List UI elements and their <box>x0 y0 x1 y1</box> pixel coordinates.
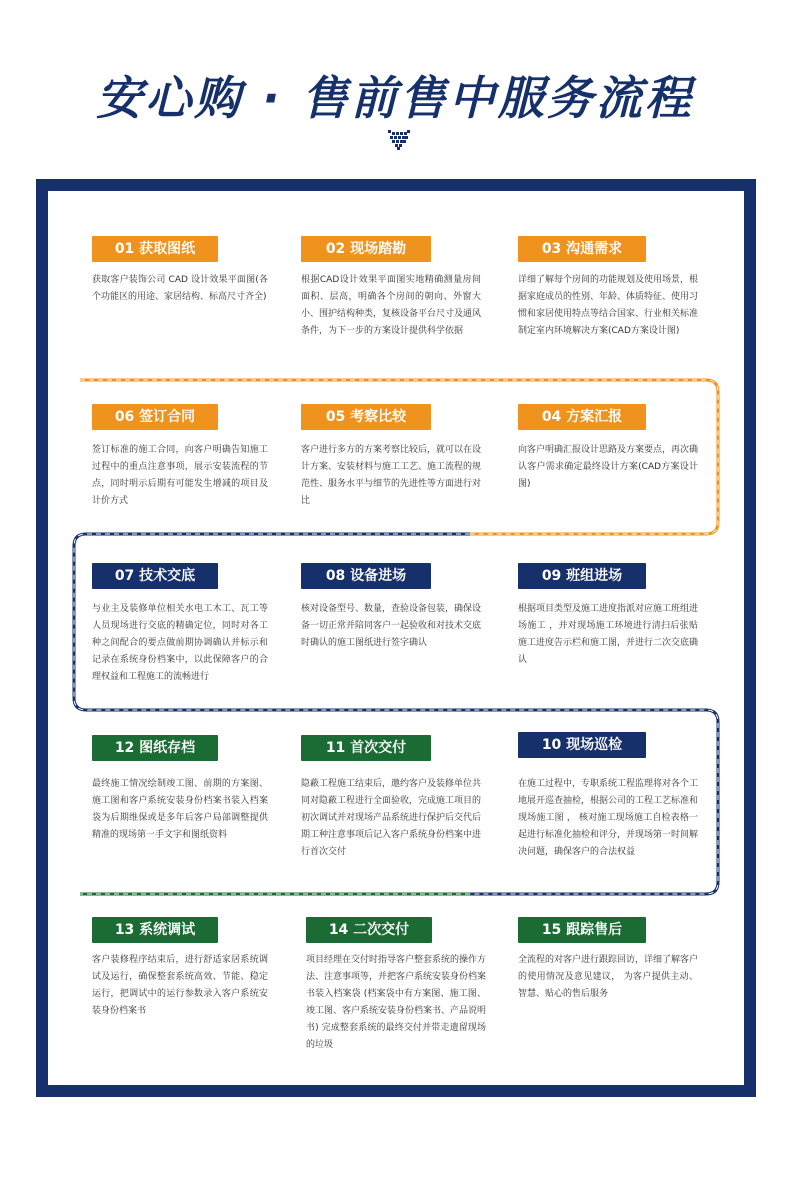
step-03-text: 详细了解每个房间的功能规划及使用场景，根据家庭成员的性别、年龄、体质特征、使用习惯和家居使用特点等结合国家、行业相关标准制定室内环境解决方案(CAD方案设计图) <box>518 275 699 336</box>
step-02-badge: 02 现场踏勘 <box>301 236 431 262</box>
page-title: 安心购 · 售前售中服务流程 <box>96 71 694 125</box>
step-14-text: 项目经理在交付时指导客户整套系统的操作方法、注意事项等，并把客户系统安装身份档案书装入档案袋 (档案袋中有方案图、施工图、竣工图、客户系统安装身份档案书、产品说明书) 完成整套系统的最终交付并带走遗留现场的垃圾 <box>306 955 487 1050</box>
step-13-text: 客户装修程序结束后，进行舒适家居系统调试及运行，确保整套系统高效、节能、稳定运行，把调试中的运行参数录入客户系统安装身份档案书 <box>92 955 268 1016</box>
step-09-text: 根据项目类型及施工进度指派对应施工班组进场施工 ，并对现场施工环境进行清扫后张贴施工进度告示栏和施工图，并进行二次交底确认 <box>518 604 699 665</box>
step-04-text: 向客户明确汇报设计思路及方案要点，再次确认客户需求确定最终设计方案(CAD方案设计图) <box>518 445 699 489</box>
step-05-text: 客户进行多方的方案考察比较后，就可以在设计方案、安装材料与施工工艺、施工流程的规范性、服务水平与细节的先进性等方面进行对比 <box>301 445 482 506</box>
step-08-text: 核对设备型号、数量，查验设备包装，确保设备一切正常并陪同客户一起验收和对技术交底时确认的施工图纸进行签字确认 <box>301 604 482 648</box>
step-06-text: 签订标准的施工合同，向客户明确告知施工过程中的重点注意事项，展示安装流程的节点，同时明示后期有可能发生增减的项目及计价方式 <box>92 445 268 506</box>
step-13-badge: 13 系统调试 <box>92 917 218 943</box>
step-07-text: 与业主及装修单位相关水电工木工、瓦工等人员现场进行交底的精确定位，同时对各工种之间配合的要点做前期协调确认并标示和记录在系统身份档案中，以此保障客户的合理权益和工程施工的流畅进行 <box>92 604 268 682</box>
step-09-badge: 09 班组进场 <box>518 563 646 589</box>
step-12-badge: 12 图纸存档 <box>92 735 218 761</box>
step-15-text: 全流程的对客户进行跟踪回访，详细了解客户的使用情况及意见建议， 为客户提供主动、智慧、贴心的售后服务 <box>518 955 699 999</box>
step-10-text: 在施工过程中，专职系统工程监理将对各个工地展开巡查抽检，根据公司的工程工艺标准和现场施工图 ， 核对施工现场施工自检表格一起进行标准化抽检和评分，并现场第一时间解决问题，确保客户的合法权益 <box>518 779 699 857</box>
step-05-badge: 05 考察比较 <box>301 404 431 430</box>
step-10-badge: 10 现场巡检 <box>518 732 646 758</box>
step-08-badge: 08 设备进场 <box>301 563 431 589</box>
step-15-badge: 15 跟踪售后 <box>518 917 646 943</box>
step-03-badge: 03 沟通需求 <box>518 236 646 262</box>
step-12-text: 最终施工情况绘制竣工图、前期的方案图、施工图和客户系统安装身份档案书装入档案袋为后期维保或是多年后客户局部调整提供精准的现场第一手文字和图纸资料 <box>92 779 268 840</box>
step-01-badge: 01 获取图纸 <box>92 236 218 262</box>
step-07-badge: 07 技术交底 <box>92 563 218 589</box>
step-01-text: 获取客户装饰公司 CAD 设计效果平面图(各个功能区的用途、家居结构、标高尺寸齐全) <box>92 275 268 302</box>
step-11-text: 隐蔽工程施工结束后，邀约客户及装修单位共同对隐蔽工程进行全面验收，完成施工项目的初次调试并对现场产品系统进行保护后交代后期工种注意事项后记入客户系统身份档案中进行首次交付 <box>301 779 482 857</box>
step-04-badge: 04 方案汇报 <box>518 404 646 430</box>
step-02-text: 根据CAD设计效果平面图实地精确测量房间面积、层高，明确各个房间的朝向、外窗大小、围护结构种类，复核设备平台尺寸及通风条件，为下一步的方案设计提供科学依据 <box>301 275 482 336</box>
step-06-badge: 06 签订合同 <box>92 404 218 430</box>
step-14-badge: 14 二次交付 <box>306 917 432 943</box>
step-11-badge: 11 首次交付 <box>301 735 431 761</box>
